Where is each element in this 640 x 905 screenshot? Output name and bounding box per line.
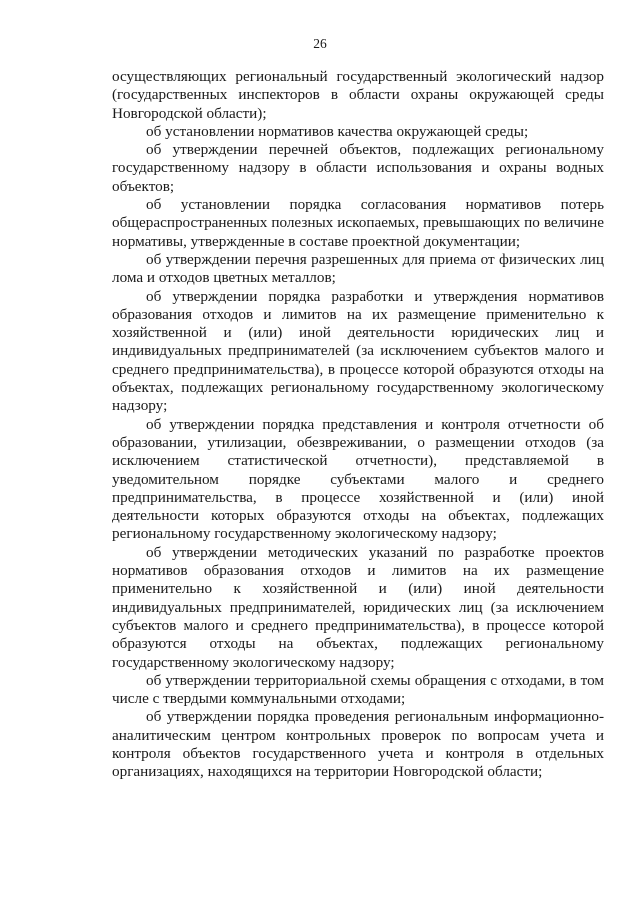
paragraph: об утверждении территориальной схемы обращения с отходами, в том числе с твердыми коммунальными отходами; [112,671,604,708]
paragraph: об утверждении перечня разрешенных для приема от физических лиц лома и отходов цветных металлов; [112,250,604,287]
paragraph: об утверждении порядка разработки и утверждения нормативов образования отходов и лимитов на их размещение применительно к хозяйственной и (или) иной деятельности юридических лиц и индивидуальных предпринимателей (за исключением субъектов малого и среднего предпринимательства), в процессе которой образуются отходы на объектах, подлежащих региональному государственному экологическому надзору; [112,287,604,415]
paragraph: об утверждении порядка проведения региональным информационно-аналитическим центром контрольных проверок по вопросам учета и контроля объектов государственного учета и контроля в отдельных организациях, находящихся на территории Новгородской области; [112,708,604,781]
document-body [112,68,604,782]
paragraph: об утверждении методических указаний по разработке проектов нормативов образования отходов и лимитов на их размещение применительно к хозяйственной и (или) иной деятельности индивидуальных предпринимателей, юридических лиц (за исключением субъектов малого и среднего предпринимательства), в процессе которой образуются отходы на объектах, подлежащих региональному государственному экологическому надзору; [112,543,604,671]
paragraph: об установлении нормативов качества окружающей среды; [146,122,529,140]
page-number: 26 [313,36,327,51]
paragraph: осуществляющих региональный государственный экологический надзор (государственных инспекторов в области охраны окружающей среды Новгородской области); [112,68,604,122]
paragraph: об утверждении порядка представления и контроля отчетности об образовании, утилизации, обезвреживании, о размещении отходов (за исключением статистической отчетности), представляемой в уведомительном порядке субъектами малого и среднего предпринимательства, в процессе хозяйственной и (или) иной деятельности которых образуются отходы на объектах, подлежащих региональному государственному экологическому надзору; [112,415,604,543]
paragraph: об установлении порядка согласования нормативов потерь общераспространенных полезных ископаемых, превышающих по величине нормативы, утвержденные в составе проектной документации; [112,196,604,250]
paragraph: об утверждении перечней объектов, подлежащих региональному государственному надзору в области использования и охраны водных объектов; [112,141,604,195]
